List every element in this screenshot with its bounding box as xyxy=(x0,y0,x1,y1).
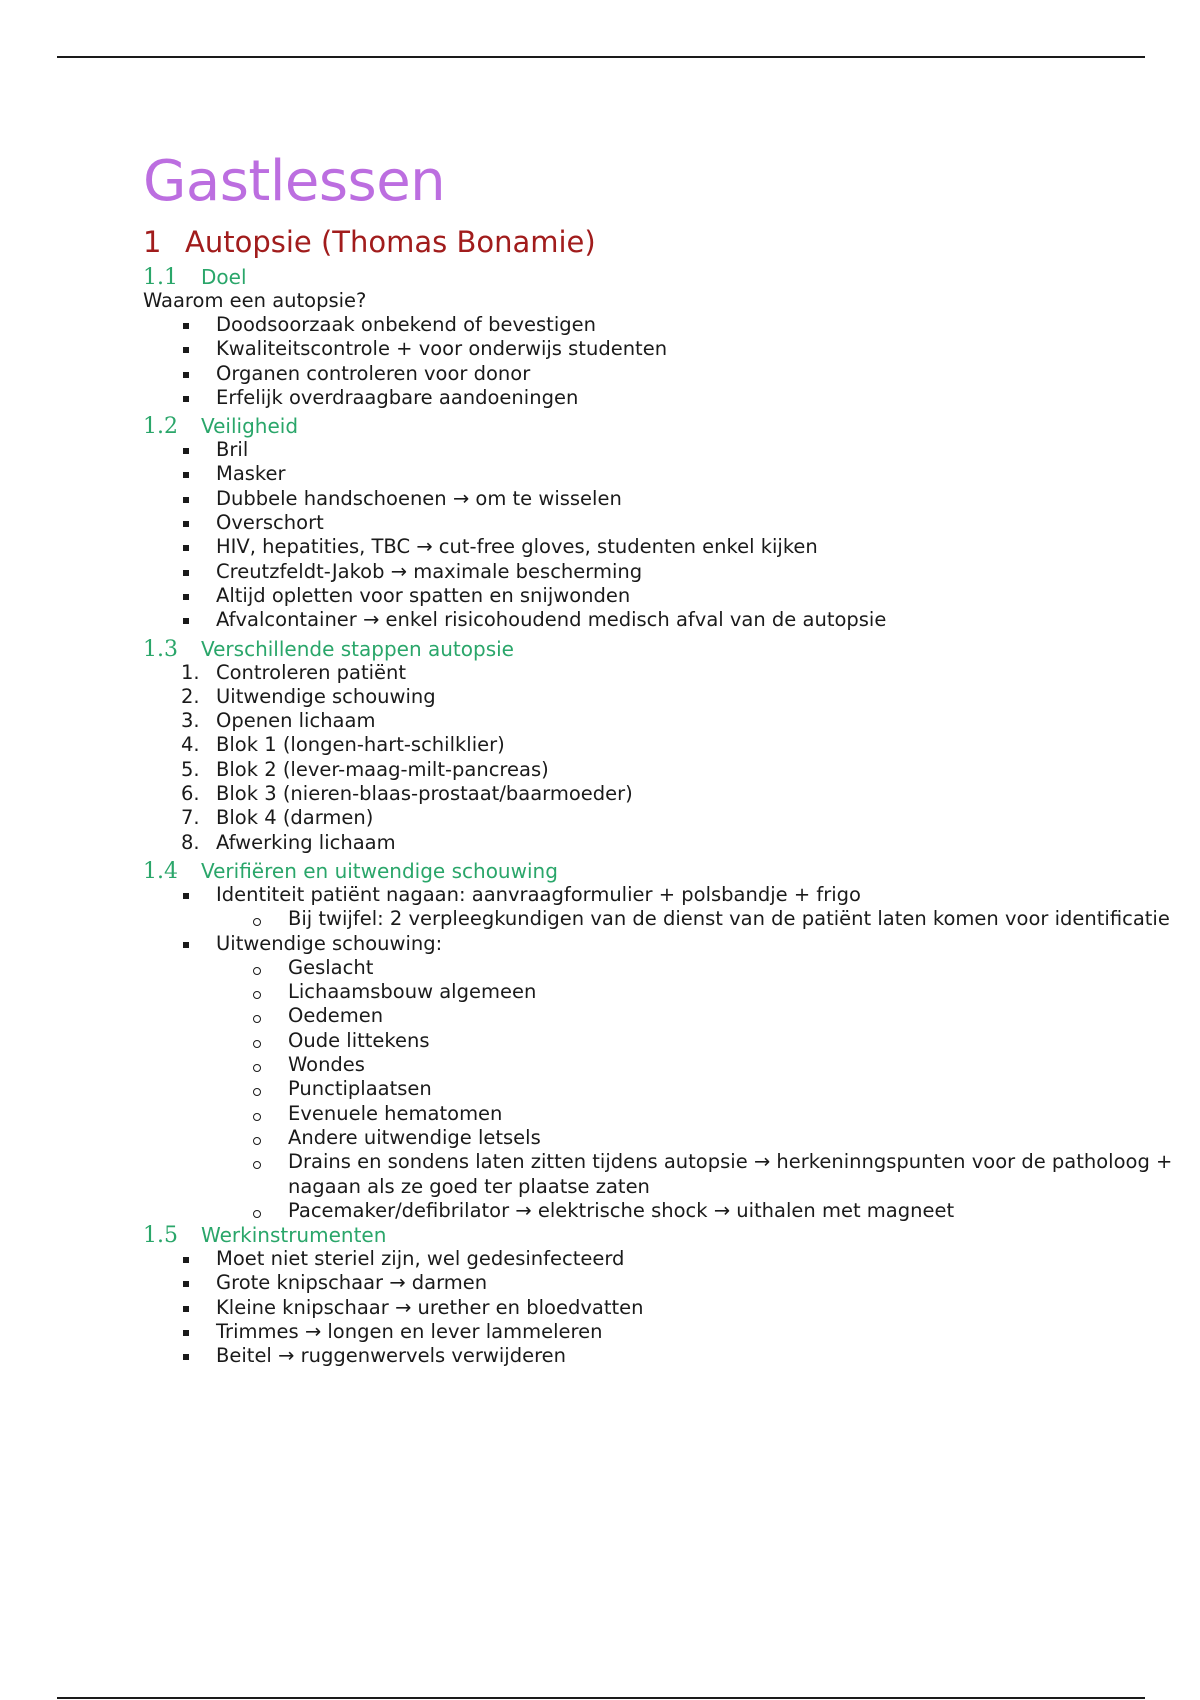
list-item: Doodsoorzaak onbekend of bevestigen xyxy=(143,313,1143,337)
list-item: Creutzfeldt-Jakob → maximale bescherming xyxy=(143,560,1143,584)
list-item: Dubbele handschoenen → om te wisselen xyxy=(143,487,1143,511)
list-number: 2. xyxy=(181,684,200,708)
sub-list-item xyxy=(143,1150,1193,1199)
circle-bullet-icon xyxy=(253,1015,261,1023)
list-item: Beitel → ruggenwervels verwijderen xyxy=(143,1344,1143,1368)
list-number: 6. xyxy=(181,782,200,806)
list-item-text: Oude littekens xyxy=(288,1028,430,1052)
circle-bullet-icon xyxy=(253,1088,261,1096)
section-number: 1.1 xyxy=(143,265,178,290)
list-item-text: Drains en sondens laten zitten tijdens autopsie → herkeninngspunten voor de patholoog + nagaan als ze goed ter plaatse zaten xyxy=(288,1150,1173,1198)
section-heading-stappen xyxy=(143,637,1143,661)
list-item xyxy=(143,709,1143,733)
list-item: Kwaliteitscontrole + voor onderwijs studenten xyxy=(143,337,1143,361)
list-item-text: Blok 1 (longen-hart-schilklier) xyxy=(216,733,505,757)
footer-rule xyxy=(57,1697,1145,1699)
list-item: Uitwendige schouwing: xyxy=(143,932,1143,956)
document-body xyxy=(143,140,1173,1369)
section-heading-verifieren xyxy=(143,859,1143,883)
section-heading-doel xyxy=(143,265,1143,289)
list-item xyxy=(143,806,1143,830)
list-number: 8. xyxy=(181,830,200,854)
list-item xyxy=(143,758,1143,782)
list-item: Erfelijk overdraagbare aandoeningen xyxy=(143,386,1143,410)
sub-list-item xyxy=(143,907,1193,931)
list-item-text: Afwerking lichaam xyxy=(216,830,396,854)
list-item: Bril xyxy=(143,438,1143,462)
sub-list-item xyxy=(143,1199,1143,1223)
section-number: 1.5 xyxy=(143,1223,178,1249)
section-title: Werkinstrumenten xyxy=(201,1223,387,1248)
list-item-text: Andere uitwendige letsels xyxy=(288,1125,541,1149)
numbered-list-stappen xyxy=(143,661,1143,855)
list-item-text: Oedemen xyxy=(288,1004,384,1028)
list-item: Grote knipschaar → darmen xyxy=(143,1271,1143,1295)
sub-list-item xyxy=(143,956,1143,980)
circle-bullet-icon xyxy=(253,1161,261,1169)
list-number: 3. xyxy=(181,709,200,733)
list-number: 7. xyxy=(181,806,200,830)
circle-bullet-icon xyxy=(253,1064,261,1072)
circle-bullet-icon xyxy=(253,967,261,975)
section-title: Verifiëren en uitwendige schouwing xyxy=(201,858,558,883)
list-item-text: Bij twijfel: 2 verpleegkundigen van de dienst van de patiënt laten komen voor identificatie xyxy=(288,907,1170,931)
list-item: Altijd opletten voor spatten en snijwonden xyxy=(143,584,1143,608)
sub-list-item xyxy=(143,1053,1143,1077)
chapter-heading xyxy=(143,225,1143,259)
sub-list-item xyxy=(143,1004,1143,1028)
list-item xyxy=(143,685,1143,709)
bullet-list-doel xyxy=(143,313,1143,410)
section-number: 1.3 xyxy=(143,636,178,662)
section-heading-veiligheid xyxy=(143,414,1143,438)
list-item: Identiteit patiënt nagaan: aanvraagformulier + polsbandje + frigo xyxy=(143,883,1143,907)
list-item-text: Evenuele hematomen xyxy=(288,1101,503,1125)
sub-list-item xyxy=(143,1102,1143,1126)
sub-list-item xyxy=(143,1077,1143,1101)
document-title: Gastlessen xyxy=(143,149,446,214)
list-item-text: Blok 3 (nieren-blaas-prostaat/baarmoeder) xyxy=(216,782,633,806)
list-item-text: Pacemaker/defibrilator → elektrische shock → uithalen met magneet xyxy=(288,1198,955,1222)
section-title: Doel xyxy=(201,265,247,289)
list-item: Trimmes → longen en lever lammeleren xyxy=(143,1320,1143,1344)
list-number: 1. xyxy=(181,660,200,684)
list-item xyxy=(143,831,1143,855)
list-item xyxy=(143,733,1143,757)
list-item-text: Wondes xyxy=(288,1053,365,1077)
sub-list-item xyxy=(143,980,1143,1004)
circle-bullet-icon xyxy=(253,1210,261,1218)
circle-bullet-icon xyxy=(253,991,261,999)
list-item: Overschort xyxy=(143,511,1143,535)
paragraph: Waarom een autopsie? xyxy=(143,289,367,312)
list-item-text: Blok 2 (lever-maag-milt-pancreas) xyxy=(216,757,549,781)
bullet-list-werkinstrumenten xyxy=(143,1247,1143,1368)
section-heading-werkinstrumenten xyxy=(143,1223,1143,1247)
sub-list-item xyxy=(143,1126,1143,1150)
sub-list-item xyxy=(143,1029,1143,1053)
list-item xyxy=(143,782,1143,806)
section-title: Verschillende stappen autopsie xyxy=(201,636,514,661)
circle-bullet-icon xyxy=(253,918,261,926)
list-number: 5. xyxy=(181,757,200,781)
list-item-text: Lichaamsbouw algemeen xyxy=(288,980,537,1004)
list-item: Afvalcontainer → enkel risicohoudend medisch afval van de autopsie xyxy=(143,608,1143,632)
section-number: 1.2 xyxy=(143,414,178,440)
chapter-number: 1 xyxy=(143,225,162,259)
list-item: Organen controleren voor donor xyxy=(143,362,1143,386)
circle-bullet-icon xyxy=(253,1040,261,1048)
chapter-title: Autopsie (Thomas Bonamie) xyxy=(185,225,596,259)
list-item: Masker xyxy=(143,462,1143,486)
list-item: Kleine knipschaar → urether en bloedvatten xyxy=(143,1296,1143,1320)
bullet-list-veiligheid xyxy=(143,438,1143,632)
header-rule xyxy=(57,56,1145,58)
list-item: HIV, hepatities, TBC → cut-free gloves, studenten enkel kijken xyxy=(143,535,1143,559)
list-item xyxy=(143,661,1143,685)
circle-bullet-icon xyxy=(253,1113,261,1121)
list-item-text: Punctiplaatsen xyxy=(288,1077,432,1101)
list-item-text: Blok 4 (darmen) xyxy=(216,806,374,830)
circle-bullet-icon xyxy=(253,1137,261,1145)
list-item-text: Geslacht xyxy=(288,955,374,979)
list-item: Moet niet steriel zijn, wel gedesinfecteerd xyxy=(143,1247,1143,1271)
list-number: 4. xyxy=(181,733,200,757)
section-title: Veiligheid xyxy=(201,414,299,439)
list-item-text: Controleren patiënt xyxy=(216,660,407,684)
list-item-text: Uitwendige schouwing xyxy=(216,684,436,708)
section-number: 1.4 xyxy=(143,858,178,884)
bullet-list-verifieren xyxy=(143,882,1173,1223)
list-item-text: Openen lichaam xyxy=(216,709,376,733)
